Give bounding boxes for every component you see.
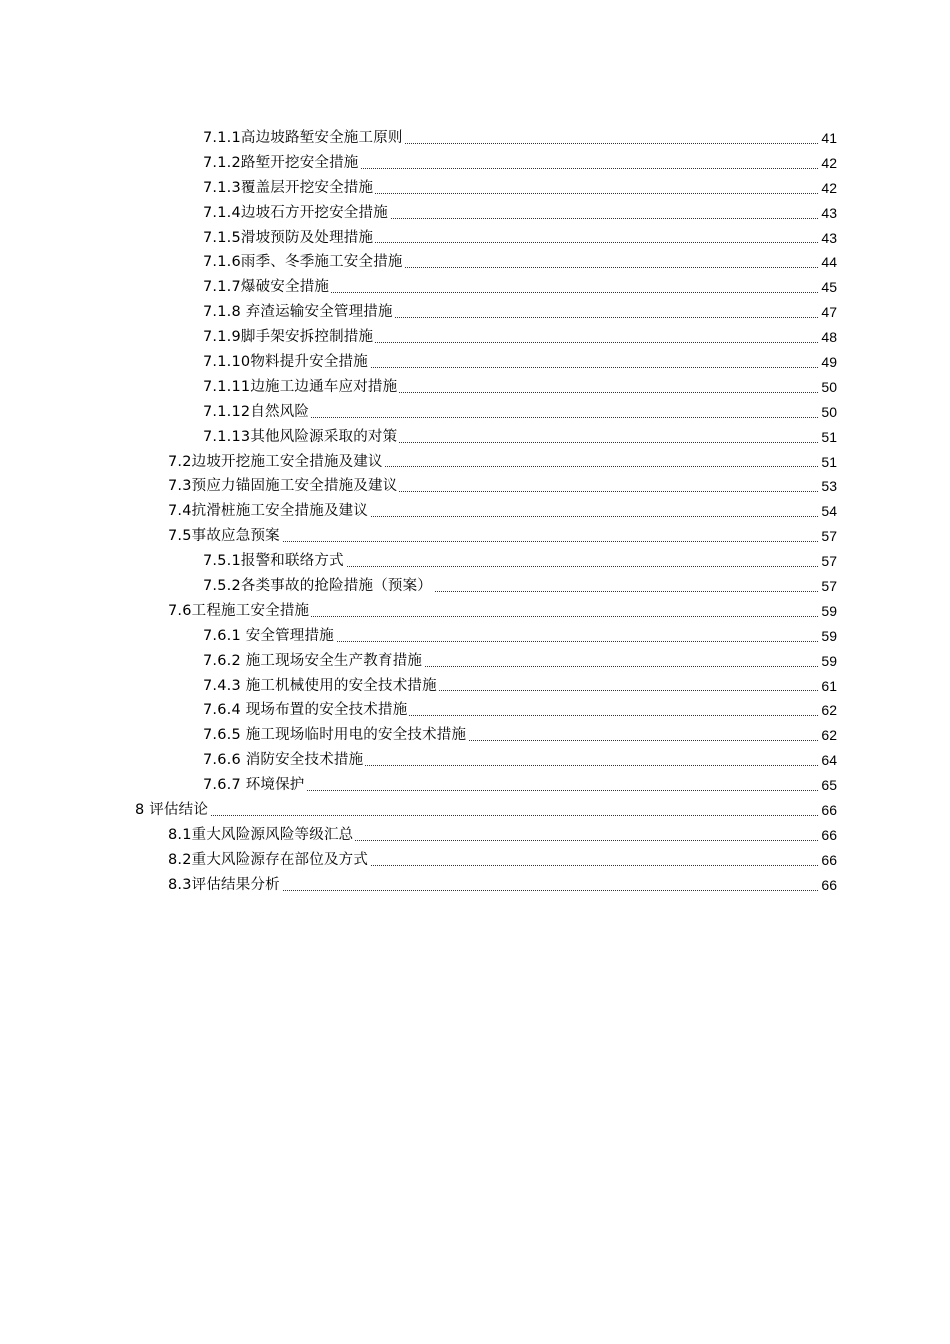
toc-entry-page: 59 <box>819 599 837 624</box>
toc-entry-title: 7.5.1报警和联络方式 <box>203 549 346 574</box>
toc-entry <box>0 748 950 773</box>
toc-entry-page: 53 <box>819 474 837 499</box>
toc-entry-page: 51 <box>819 425 837 450</box>
toc-entry-title: 8.2重大风险源存在部位及方式 <box>168 848 370 873</box>
toc-entry <box>0 873 950 898</box>
toc-entry-page: 66 <box>819 873 837 898</box>
toc-entry <box>0 549 950 574</box>
toc-entry-title: 7.6.6 消防安全技术措施 <box>203 748 365 773</box>
toc-entry-page: 43 <box>819 201 837 226</box>
toc-entry-title: 7.1.9脚手架安拆控制措施 <box>203 325 375 350</box>
toc-entry <box>0 450 950 475</box>
toc-entry-title: 7.3预应力锚固施工安全措施及建议 <box>168 474 399 499</box>
toc-entry-page: 66 <box>819 823 837 848</box>
toc-entry-title: 7.1.12自然风险 <box>203 400 311 425</box>
toc-entry-title: 7.2边坡开挖施工安全措施及建议 <box>168 450 385 475</box>
toc-entry <box>0 126 950 151</box>
toc-entry-title: 7.1.10物料提升安全措施 <box>203 350 370 375</box>
toc-entry <box>0 300 950 325</box>
toc-entry-page: 50 <box>819 400 837 425</box>
toc-entry-page: 65 <box>819 773 837 798</box>
toc-entry <box>0 599 950 624</box>
toc-entry-page: 42 <box>819 176 837 201</box>
toc-entry-page: 59 <box>819 624 837 649</box>
toc-entry-title: 7.6.1 安全管理措施 <box>203 624 336 649</box>
toc-entry <box>0 649 950 674</box>
toc-entry-title: 7.4抗滑桩施工安全措施及建议 <box>168 499 370 524</box>
toc-entry-page: 45 <box>819 275 837 300</box>
toc-entry-page: 62 <box>819 698 837 723</box>
toc-entry-title: 7.6工程施工安全措施 <box>168 599 311 624</box>
toc-entry-page: 62 <box>819 723 837 748</box>
toc-entry-title: 7.6.4 现场布置的安全技术措施 <box>203 698 409 723</box>
toc-entry <box>0 723 950 748</box>
toc-entry-page: 48 <box>819 325 837 350</box>
toc-entry-title: 7.1.11边施工边通车应对措施 <box>203 375 399 400</box>
toc-entry-page: 57 <box>819 549 837 574</box>
toc-entry-title: 7.6.5 施工现场临时用电的安全技术措施 <box>203 723 468 748</box>
toc-entry-page: 41 <box>819 126 837 151</box>
toc-entry-page: 61 <box>819 674 837 699</box>
toc-entry-title: 7.1.2路堑开挖安全措施 <box>203 151 361 176</box>
table-of-contents <box>0 126 950 898</box>
toc-entry <box>0 275 950 300</box>
toc-entry <box>0 250 950 275</box>
toc-entry-page: 59 <box>819 649 837 674</box>
toc-entry <box>0 698 950 723</box>
toc-entry <box>0 574 950 599</box>
toc-entry-page: 47 <box>819 300 837 325</box>
toc-entry-title: 7.1.3覆盖层开挖安全措施 <box>203 176 375 201</box>
toc-entry-title: 7.1.1高边坡路堑安全施工原则 <box>203 126 405 151</box>
toc-entry-title: 7.6.2 施工现场安全生产教育措施 <box>203 649 424 674</box>
toc-entry <box>0 624 950 649</box>
toc-entry-title: 7.1.4边坡石方开挖安全措施 <box>203 201 390 226</box>
toc-entry <box>0 176 950 201</box>
toc-entry-page: 66 <box>819 848 837 873</box>
toc-entry-title: 8 评估结论 <box>135 798 210 823</box>
toc-entry-title: 7.1.7爆破安全措施 <box>203 275 331 300</box>
toc-entry-title: 7.1.8 弃渣运输安全管理措施 <box>203 300 395 325</box>
toc-entry <box>0 325 950 350</box>
toc-entry <box>0 524 950 549</box>
toc-entry-title: 7.1.13其他风险源采取的对策 <box>203 425 399 450</box>
toc-entry-page: 44 <box>819 250 837 275</box>
toc-entry-page: 43 <box>819 226 837 251</box>
toc-entry-page: 50 <box>819 375 837 400</box>
toc-entry <box>0 400 950 425</box>
toc-entry <box>0 201 950 226</box>
toc-entry <box>0 350 950 375</box>
toc-entry-page: 57 <box>819 524 837 549</box>
toc-entry-title: 8.1重大风险源风险等级汇总 <box>168 823 355 848</box>
toc-entry-title: 7.5事故应急预案 <box>168 524 282 549</box>
toc-entry <box>0 499 950 524</box>
toc-entry <box>0 798 950 823</box>
toc-entry <box>0 848 950 873</box>
toc-entry <box>0 674 950 699</box>
toc-entry-page: 66 <box>819 798 837 823</box>
toc-entry-page: 51 <box>819 450 837 475</box>
toc-entry <box>0 823 950 848</box>
toc-entry-page: 54 <box>819 499 837 524</box>
toc-entry <box>0 773 950 798</box>
dot-leader <box>135 815 822 816</box>
toc-entry <box>0 425 950 450</box>
toc-entry <box>0 151 950 176</box>
toc-entry <box>0 226 950 251</box>
toc-entry-title: 7.6.7 环境保护 <box>203 773 307 798</box>
toc-entry-title: 7.4.3 施工机械使用的安全技术措施 <box>203 674 439 699</box>
toc-entry-page: 42 <box>819 151 837 176</box>
toc-entry-title: 7.1.6雨季、冬季施工安全措施 <box>203 250 405 275</box>
toc-entry-page: 64 <box>819 748 837 773</box>
toc-entry-title: 8.3评估结果分析 <box>168 873 282 898</box>
toc-entry <box>0 474 950 499</box>
toc-entry-title: 7.1.5滑坡预防及处理措施 <box>203 226 375 251</box>
toc-entry-page: 49 <box>819 350 837 375</box>
toc-entry-page: 57 <box>819 574 837 599</box>
toc-entry-title: 7.5.2各类事故的抢险措施（预案） <box>203 574 434 599</box>
toc-entry <box>0 375 950 400</box>
